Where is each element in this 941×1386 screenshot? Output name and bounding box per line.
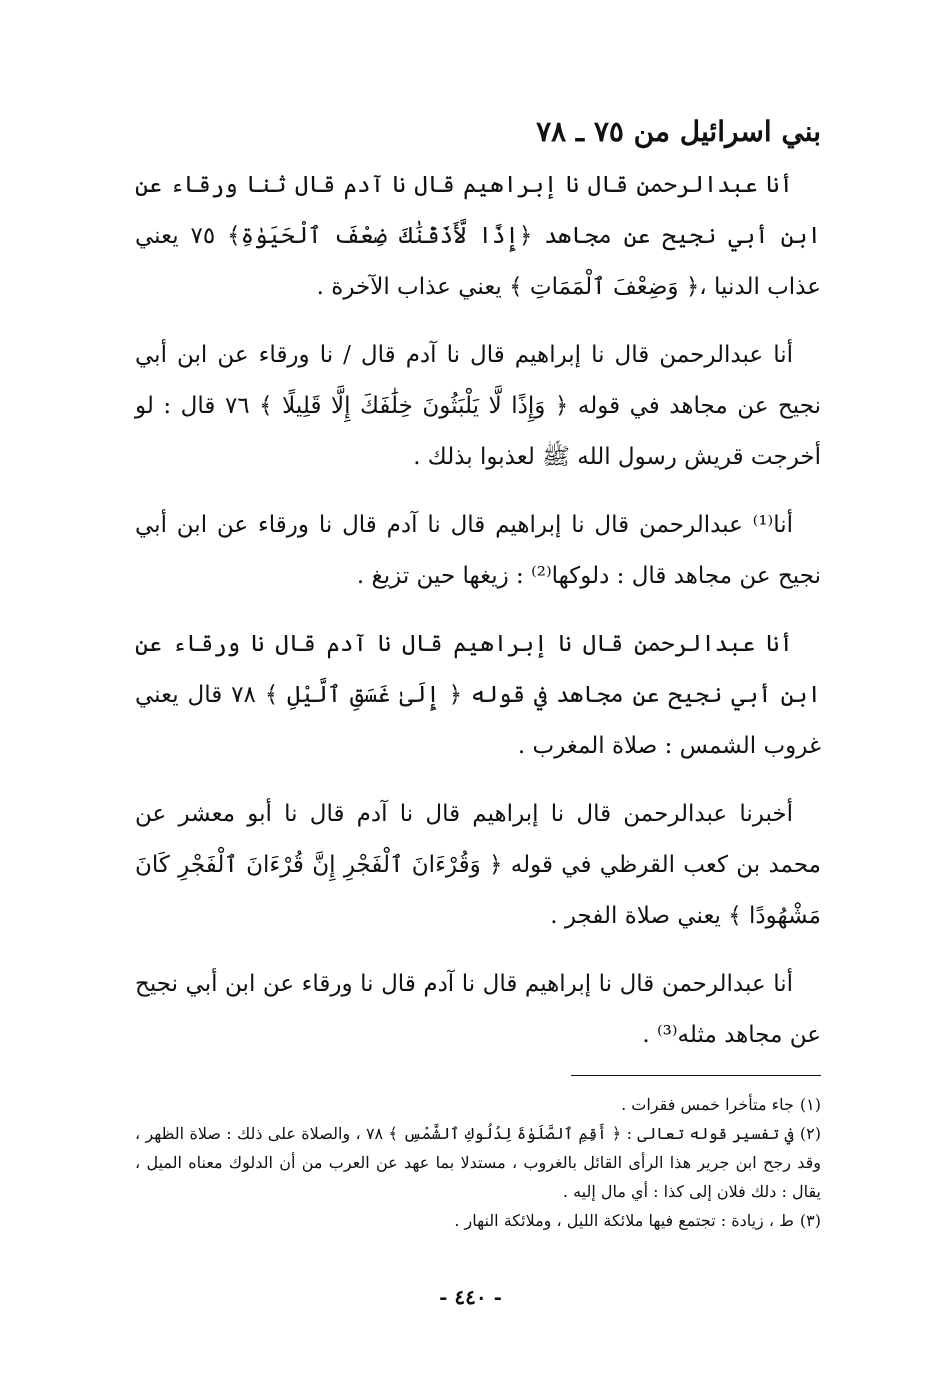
main-text: [135, 160, 821, 1078]
paragraph: أنا عبدالرحمن قال نا إبراهيم قال نا آدم قال / نا ورقاء عن ابن أبي نجيح عن مجاهد في قوله ﴿ وَإِذًا لَّا يَلْبَثُونَ خِلَٰفَكَ إِلَّا قَلِيلًا ﴾ ٧٦ قال : لو أخرجت قريش رسول الله ﷺ لعذبوا بذلك .: [135, 342, 821, 470]
footnote-text: جاء متأخرا خمس فقرات .: [621, 1095, 794, 1114]
footnote: [135, 1119, 821, 1206]
page-number: - ٤٤٠ -: [439, 1285, 502, 1309]
footnotes: [135, 1090, 821, 1235]
footnote: [135, 1090, 821, 1119]
paragraph: أنا عبدالرحمن قال نا إبراهيم قال نا آدم قال نا ورقاء عن ابن أبي نجيح عن مجاهد مثله⁽³⁾ .: [135, 971, 821, 1048]
paragraph: أنا عبدالرحمن قال نا إبراهيم قال نا آدم قال ثنا ورقاء عن ابن أبي نجيح عن مجاهد ﴿إِذًا لَّأَذَقْنَٰكَ ضِعْفَ ٱلْحَيَوٰةِ﴾ ٧٥ يعني عذاب الدنيا ،﴿ وَضِعْفَ ٱلْمَمَاتِ ﴾ يعني عذاب الآخرة .: [135, 172, 821, 300]
paragraph: أخبرنا عبدالرحمن قال نا إبراهيم قال نا آدم قال نا أبو معشر عن محمد بن كعب القرظي في قوله ﴿ وَقُرْءَانَ ٱلْفَجْرِ إِنَّ قُرْءَانَ ٱلْفَجْرِ كَانَ مَشْهُودًا ﴾ يعني صلاة الفجر .: [135, 801, 821, 929]
footnote-text: ط ، زيادة : تجتمع فيها ملائكة الليل ، وملائكة النهار .: [454, 1211, 794, 1230]
footnote-number: (٢): [799, 1124, 821, 1143]
footnote-divider: [571, 1075, 821, 1076]
footnote: [135, 1206, 821, 1235]
paragraph: أنا⁽¹⁾ عبدالرحمن قال نا إبراهيم قال نا آدم قال نا ورقاء عن ابن أبي نجيح عن مجاهد قال : دلوكها⁽²⁾ : زيغها حين تزيغ .: [135, 512, 821, 589]
footnote-number: (١): [799, 1095, 821, 1114]
paragraph: أنا عبدالرحمن قال نا إبراهيم قال نا آدم قال نا ورقاء عن ابن أبي نجيح عن مجاهد في قوله ﴿ إِلَىٰ غَسَقِ ٱلَّيْلِ ﴾ ٧٨ قال يعني غروب الشمس : صلاة المغرب .: [135, 631, 822, 759]
footnote-number: (٣): [799, 1211, 821, 1230]
section-heading: بني اسرائيل من ٧٥ ـ ٧٨: [536, 115, 821, 148]
footnote-text: في تفسير قوله تعالى : ﴿ أَقِمِ ٱلصَّلَوٰةَ لِدُلُوكِ ٱلشَّمْسِ ﴾ ٧٨ ، والصلاة على ذلك : صلاة الظهر ، وقد رجح ابن جرير هذا الرأى القائل بالغروب ، مستدلا بما عهد عن العرب من أن الدلوك معناه الميل ، يقال : دلك فلان إلى كذا : أي مال إليه .: [135, 1124, 822, 1201]
